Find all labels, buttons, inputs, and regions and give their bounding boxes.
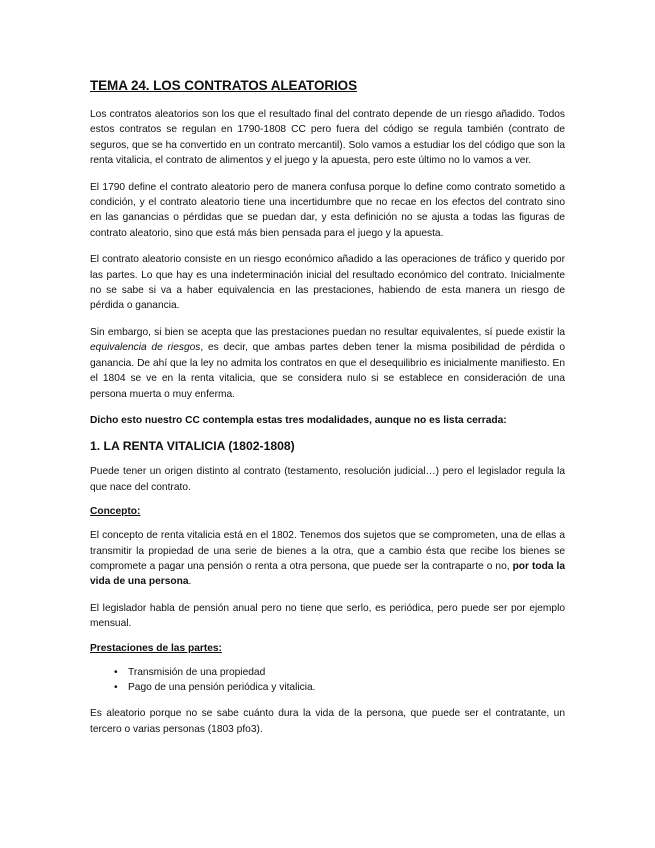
paragraph-modalities: Dicho esto nuestro CC contempla estas tres modalidades, aunque no es lista cerrada: (90, 414, 507, 426)
paragraph-economic-risk: El contrato aleatorio consiste en un riesgo económico añadido a las operaciones de tráfico y querido por las partes. Lo que hay es una indeterminación inicial del resultado económico del contrato. Inicialmente no se sabe si va a haber equivalencia en las prestaciones, habiendo de esta manera un riesgo de pérdida o ganancia. (90, 254, 565, 312)
paragraph-intro: Los contratos aleatorios son los que el resultado final del contrato depende de un riesgo añadido. Todos estos contratos se regulan en 1790-1808 CC pero fuera del código se regula también (contrato de seguros, que se ha convertido en un contrato mercantil). Solo vamos a estudiar los del código que son la renta vitalicia, el contrato de alimentos y el juego y la apuesta, pero este último no lo vamos a ver. (90, 109, 565, 167)
list-item-text: Transmisión de una propiedad (128, 666, 266, 678)
paragraph-aleatory-reason: Es aleatorio porque no se sabe cuánto dura la vida de la persona, que puede ser el contratante, un tercero o varias personas (1803 pfo3). (90, 708, 565, 735)
bullet-icon: • (114, 681, 118, 693)
list-item (114, 680, 565, 695)
list-item-text: Pago de una pensión periódica y vitalicia. (128, 681, 316, 693)
text-fragment: El concepto de renta vitalicia está en el 1802. Tenemos dos sujetos que se comprometen, una de ellas a transmitir la propiedad de una serie de bienes a la otra, que a cambio ésta que recibe los bienes se compromete a pagar una pensión o renta a otra persona, que puede ser la contraparte o no, (90, 530, 565, 572)
bullet-list (90, 665, 565, 696)
document-title: TEMA 24. LOS CONTRATOS ALEATORIOS (90, 78, 357, 93)
paragraph-definition-1790: El 1790 define el contrato aleatorio pero de manera confusa porque lo define como contrato sometido a condición, y el contrato aleatorio tiene una incertidumbre que no recae en los efectos del contrato sino en las ganancias o pérdidas que se puedan dar, y esta definición no se ajusta a todas las figuras de contrato aleatorio, sino que está más bien pensada para el juego y la apuesta. (90, 181, 565, 239)
list-item (114, 665, 565, 680)
document-page (90, 78, 565, 748)
paragraph-concepto (90, 528, 565, 590)
paragraph-origin: Puede tener un origen distinto al contrato (testamento, resolución judicial…) pero el legislador regula la que nace del contrato. (90, 466, 565, 493)
paragraph-risk-equivalence (90, 325, 565, 402)
bullet-icon: • (114, 666, 118, 678)
italic-term: equivalencia de riesgos (90, 342, 201, 354)
text-fragment: . (188, 576, 192, 588)
section-heading-renta-vitalicia: 1. LA RENTA VITALICIA (1802-1808) (90, 439, 295, 454)
bold-term: por toda la vida de una persona (90, 560, 565, 588)
text-fragment: , es decir, que ambas partes deben tener la misma posibilidad de pérdida o ganancia. De ahí que la ley no admita los contratos en que el desequilibrio es inicialmente manifiesto. En el 1804 se ve en la renta vitalicia, que se considera nulo si se establece en consideración de una persona muerta o muy enferma. (90, 342, 565, 400)
subheading-concepto: Concepto: (90, 506, 141, 518)
paragraph-pension: El legislador habla de pensión anual pero no tiene que serlo, es periódica, pero puede ser por ejemplo mensual. (90, 602, 565, 630)
subheading-prestaciones: Prestaciones de las partes: (90, 642, 222, 654)
text-fragment: Sin embargo, si bien se acepta que las prestaciones puedan no resultar equivalentes, sí puede existir la (90, 326, 565, 338)
